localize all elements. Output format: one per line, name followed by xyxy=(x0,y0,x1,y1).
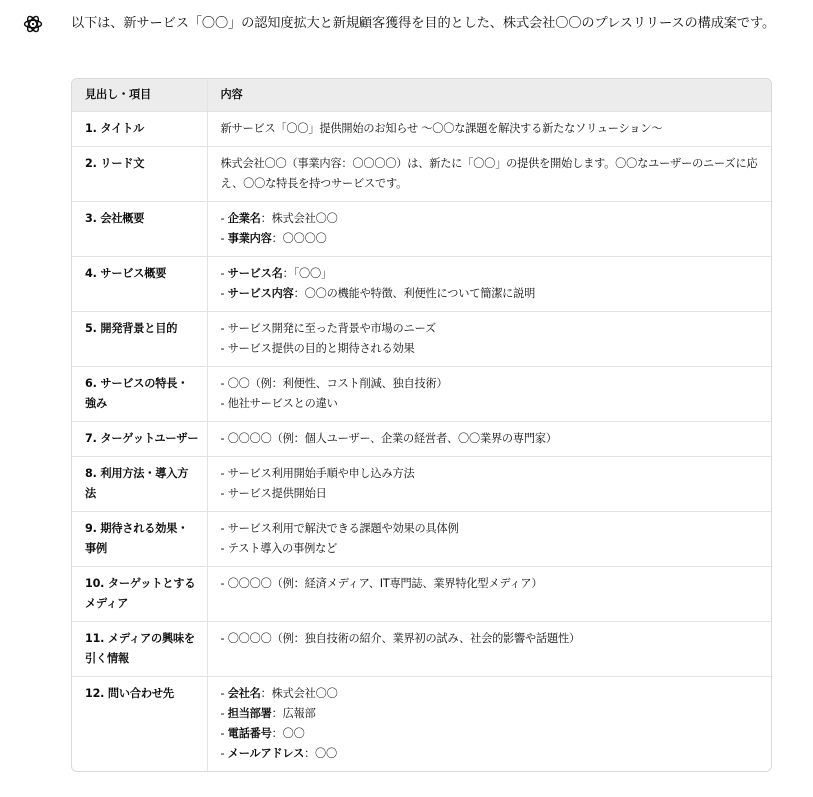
content-line xyxy=(221,429,764,449)
row-content xyxy=(207,367,771,422)
row-content xyxy=(207,257,771,312)
table-row xyxy=(72,677,771,772)
table-row xyxy=(72,147,771,202)
content-line xyxy=(221,704,764,724)
header-content: 内容 xyxy=(207,79,771,112)
field-label: 事業内容 xyxy=(227,232,272,245)
row-item: 4. サービス概要 xyxy=(72,257,207,312)
bullet-prefix: - xyxy=(220,707,228,720)
content-line xyxy=(221,744,764,764)
content-line xyxy=(221,629,764,649)
field-value: - サービス開発に至った背景や市場のニーズ xyxy=(220,322,436,335)
field-value: ：株式会社〇〇 xyxy=(260,212,338,225)
content-line xyxy=(221,574,764,594)
row-item: 12. 問い合わせ先 xyxy=(85,687,174,700)
content-line xyxy=(221,209,764,229)
content-line xyxy=(221,264,764,284)
content-line xyxy=(221,539,764,559)
table-row xyxy=(72,202,771,257)
row-content xyxy=(207,312,771,367)
content-line xyxy=(221,119,764,139)
row-content xyxy=(207,567,771,622)
field-value: - 〇〇〇〇（例：個人ユーザー、企業の経営者、〇〇業界の専門家） xyxy=(220,432,557,445)
content-line xyxy=(221,484,764,504)
row-item: 6. サービスの特長・強み xyxy=(72,367,207,422)
field-value: - 〇〇〇〇（例：独自技術の紹介、業界初の試み、社会的影響や話題性） xyxy=(220,632,580,645)
bullet-prefix: - xyxy=(220,687,228,700)
row-item: 1. タイトル xyxy=(72,112,207,147)
row-content xyxy=(207,147,771,202)
row-item: 5. 開発背景と目的 xyxy=(72,312,207,367)
field-label: サービス内容 xyxy=(227,287,294,300)
field-value: ：株式会社〇〇 xyxy=(260,687,338,700)
row-item: 8. 利用方法・導入方法 xyxy=(72,457,207,512)
table-row xyxy=(72,112,771,147)
table-row xyxy=(72,622,771,677)
field-label: 会社名 xyxy=(227,687,261,700)
content-line xyxy=(221,684,764,704)
press-release-table xyxy=(71,78,772,772)
field-value: - サービス利用開始手順や申し込み方法 xyxy=(220,467,415,480)
table-row xyxy=(72,367,771,422)
field-label: メールアドレス xyxy=(227,747,305,760)
field-label: 企業名 xyxy=(227,212,261,225)
table-row xyxy=(72,512,771,567)
field-value: ：〇〇 xyxy=(271,727,305,740)
field-value: 新サービス「〇〇」提供開始のお知らせ 〜〇〇な課題を解決する新たなソリューション〜 xyxy=(220,122,663,135)
row-item: 10. ターゲットとするメディア xyxy=(72,567,207,622)
field-value: - テスト導入の事例など xyxy=(220,542,338,555)
field-value: - 他社サービスとの違い xyxy=(220,397,338,410)
row-content xyxy=(207,422,771,457)
field-label: 担当部署 xyxy=(227,707,272,720)
row-item: 3. 会社概要 xyxy=(72,202,207,257)
row-item: 9. 期待される効果・事例 xyxy=(72,512,207,567)
table-row xyxy=(72,312,771,367)
content-line xyxy=(221,374,764,394)
field-value: 株式会社〇〇（事業内容：〇〇〇〇）は、新たに「〇〇」の提供を開始します。〇〇なユーザーのニーズに応え、〇〇な特長を持つサービスです。 xyxy=(220,157,758,190)
row-content xyxy=(207,112,771,147)
bullet-prefix: - xyxy=(220,727,228,740)
bullet-prefix: - xyxy=(220,232,228,245)
table-row xyxy=(72,422,771,457)
field-value: ：広報部 xyxy=(271,707,316,720)
field-value: - サービス提供の目的と期待される効果 xyxy=(220,342,415,355)
content-line xyxy=(221,339,764,359)
header-item: 見出し・項目 xyxy=(72,79,207,112)
bullet-prefix: - xyxy=(220,212,228,225)
field-value: ：〇〇 xyxy=(304,747,338,760)
table-row xyxy=(72,567,771,622)
table-row xyxy=(72,257,771,312)
content-line xyxy=(221,229,764,249)
intro-text: 以下は、新サービス「〇〇」の認知度拡大と新規顧客獲得を目的とした、株式会社〇〇のプレスリリースの構成案です。 xyxy=(71,16,776,31)
row-content xyxy=(207,622,771,677)
content-line xyxy=(221,154,764,194)
content-line xyxy=(221,464,764,484)
row-item: 11. メディアの興味を引く情報 xyxy=(72,622,207,677)
bullet-prefix: - xyxy=(220,747,228,760)
row-item: 7. ターゲットユーザー xyxy=(72,422,207,457)
row-content xyxy=(207,512,771,567)
row-content xyxy=(207,202,771,257)
field-value: ：〇〇の機能や特徴、利便性について簡潔に説明 xyxy=(293,287,536,300)
field-value: - サービス提供開始日 xyxy=(220,487,327,500)
bullet-prefix: - xyxy=(220,267,228,280)
field-label: サービス名 xyxy=(227,267,283,280)
field-label: 電話番号 xyxy=(227,727,272,740)
content-line xyxy=(221,394,764,414)
bullet-prefix: - xyxy=(220,287,228,300)
content-line xyxy=(221,319,764,339)
content-line xyxy=(221,724,764,744)
field-value: - 〇〇（例：利便性、コスト削減、独自技術） xyxy=(220,377,448,390)
field-value: ：〇〇〇〇 xyxy=(271,232,327,245)
content-line xyxy=(221,519,764,539)
field-value: ：「〇〇」 xyxy=(282,267,332,280)
table-row xyxy=(72,457,771,512)
row-content xyxy=(207,457,771,512)
field-value: - サービス利用で解決できる課題や効果の具体例 xyxy=(220,522,459,535)
table-header-row xyxy=(72,79,771,112)
content-line xyxy=(221,284,764,304)
row-content xyxy=(207,677,771,772)
openai-logo-icon xyxy=(22,13,44,35)
field-value: - 〇〇〇〇（例：経済メディア、IT専門誌、業界特化型メディア） xyxy=(220,577,543,590)
row-item: 2. リード文 xyxy=(72,147,207,202)
